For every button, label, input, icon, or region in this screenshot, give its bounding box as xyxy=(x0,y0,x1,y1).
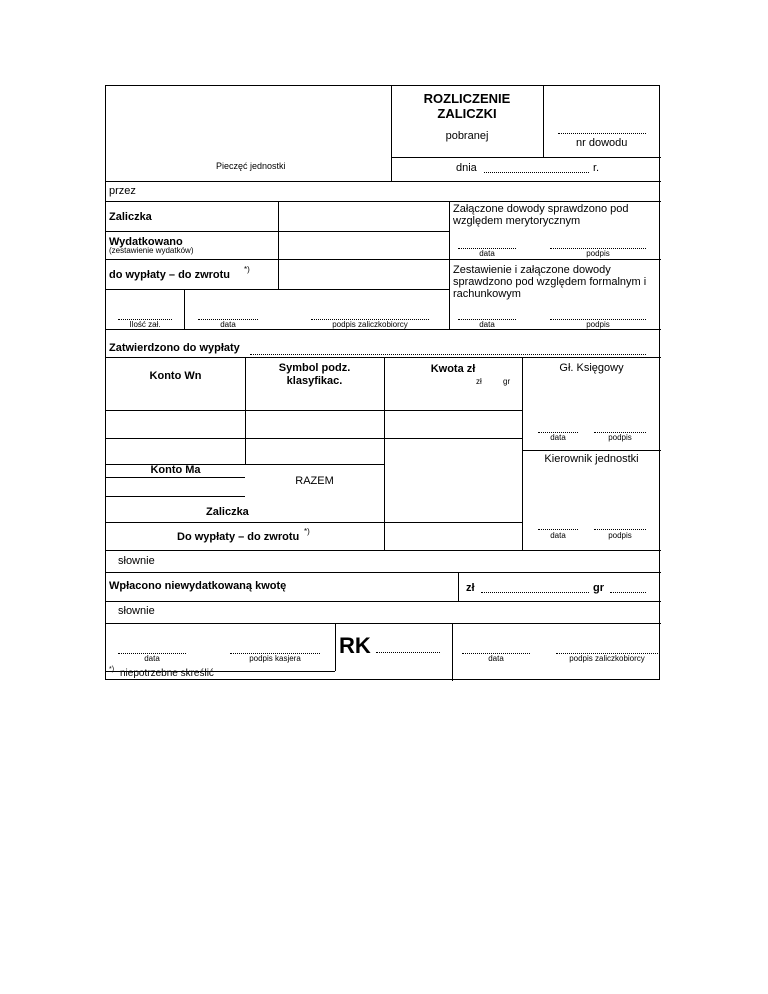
ksieg-data-label: data xyxy=(550,433,566,442)
slownie-label-1: słownie xyxy=(118,555,155,567)
left-data-label: data xyxy=(220,320,236,329)
form-data-label: data xyxy=(479,320,495,329)
table-zaliczka-label: Zaliczka xyxy=(206,506,249,518)
wplacono-gr-field[interactable] xyxy=(610,592,646,593)
dnia-field[interactable] xyxy=(484,172,589,173)
konto-wn-header: Konto Wn xyxy=(149,370,202,382)
merytoryczny-text: Załączone dowody sprawdzono pod względem merytorycznym xyxy=(453,203,629,228)
symbol-header-line1: Symbol podz. xyxy=(278,362,351,374)
ksieg-podpis-label: podpis xyxy=(608,433,632,442)
nr-dowodu-label: nr dowodu xyxy=(576,137,628,149)
title-line1: ROZLICZENIE xyxy=(423,91,511,106)
zal-data-label: data xyxy=(488,654,504,663)
rk-number-field[interactable] xyxy=(376,652,440,653)
kierownik-label: Kierownik jednostki xyxy=(544,453,639,465)
slownie-label-2: słownie xyxy=(118,605,155,617)
zal-podpis-label: podpis zaliczkobiorcy xyxy=(569,654,645,663)
przez-label: przez xyxy=(109,185,136,197)
formalny-text: Zestawienie i załączone dowody sprawdzono pod względem formalnym i rachunkowym xyxy=(453,264,647,301)
pieczec-label: Pieczęć jednostki xyxy=(216,161,286,171)
meryt-podpis-label: podpis xyxy=(586,249,610,258)
kier-podpis-field[interactable] xyxy=(594,529,646,530)
title-line2: ZALICZKI xyxy=(437,106,497,121)
rk-label: RK xyxy=(339,633,371,658)
kwota-gr-label: gr xyxy=(503,377,511,386)
nr-dowodu-divider xyxy=(543,86,544,157)
podpis-kasjera-label: podpis kasjera xyxy=(249,654,301,663)
wydatkowano-label: Wydatkowano xyxy=(109,236,183,248)
nr-dowodu-field[interactable] xyxy=(558,133,646,134)
form-podpis-label: podpis xyxy=(586,320,610,329)
footnote-text: niepotrzebne skreślić xyxy=(120,668,214,679)
r-label: r. xyxy=(593,162,600,174)
symbol-header-line2: klasyfikac. xyxy=(286,375,343,387)
do-wyplaty-label: do wypłaty – do zwrotu xyxy=(109,269,231,281)
table-footnote-marker: *) xyxy=(304,527,310,536)
meryt-data-label: data xyxy=(479,249,495,258)
razem-label: RAZEM xyxy=(295,475,334,487)
konto-ma-header: Konto Ma xyxy=(150,464,201,476)
wplacono-gr-label: gr xyxy=(593,582,604,594)
pobranej-label: pobranej xyxy=(445,130,489,142)
zaliczka-label: Zaliczka xyxy=(109,211,152,223)
zatwierdzono-field[interactable] xyxy=(250,354,646,355)
zatwierdzono-label: Zatwierdzono do wypłaty xyxy=(109,342,240,354)
wplacono-zl-field[interactable] xyxy=(481,592,589,593)
kwota-header: Kwota zł xyxy=(430,363,476,375)
kier-data-label: data xyxy=(550,531,566,540)
table-do-wyplaty-label: Do wypłaty – do zwrotu xyxy=(177,531,300,543)
kier-podpis-label: podpis xyxy=(608,531,632,540)
gl-ksiegowy-label: Gł. Księgowy xyxy=(559,362,624,374)
footnote-marker: *) xyxy=(244,265,250,274)
settlement-form xyxy=(105,85,660,680)
zestawienie-label: (zestawienie wydatków) xyxy=(109,246,194,255)
wplacono-label: Wpłacono niewydatkowaną kwotę xyxy=(109,580,287,592)
kier-data-field[interactable] xyxy=(538,529,578,530)
footnote-star: *) xyxy=(109,666,115,673)
dnia-label: dnia xyxy=(456,162,477,174)
wplacono-zl-label: zł xyxy=(466,582,475,594)
ilosc-zal-label: Ilość zał. xyxy=(129,320,161,329)
kwota-zl-label: zł xyxy=(476,377,482,386)
kasa-data-label: data xyxy=(144,654,160,663)
podpis-zaliczkobiorcy-label: podpis zaliczkobiorcy xyxy=(332,320,408,329)
